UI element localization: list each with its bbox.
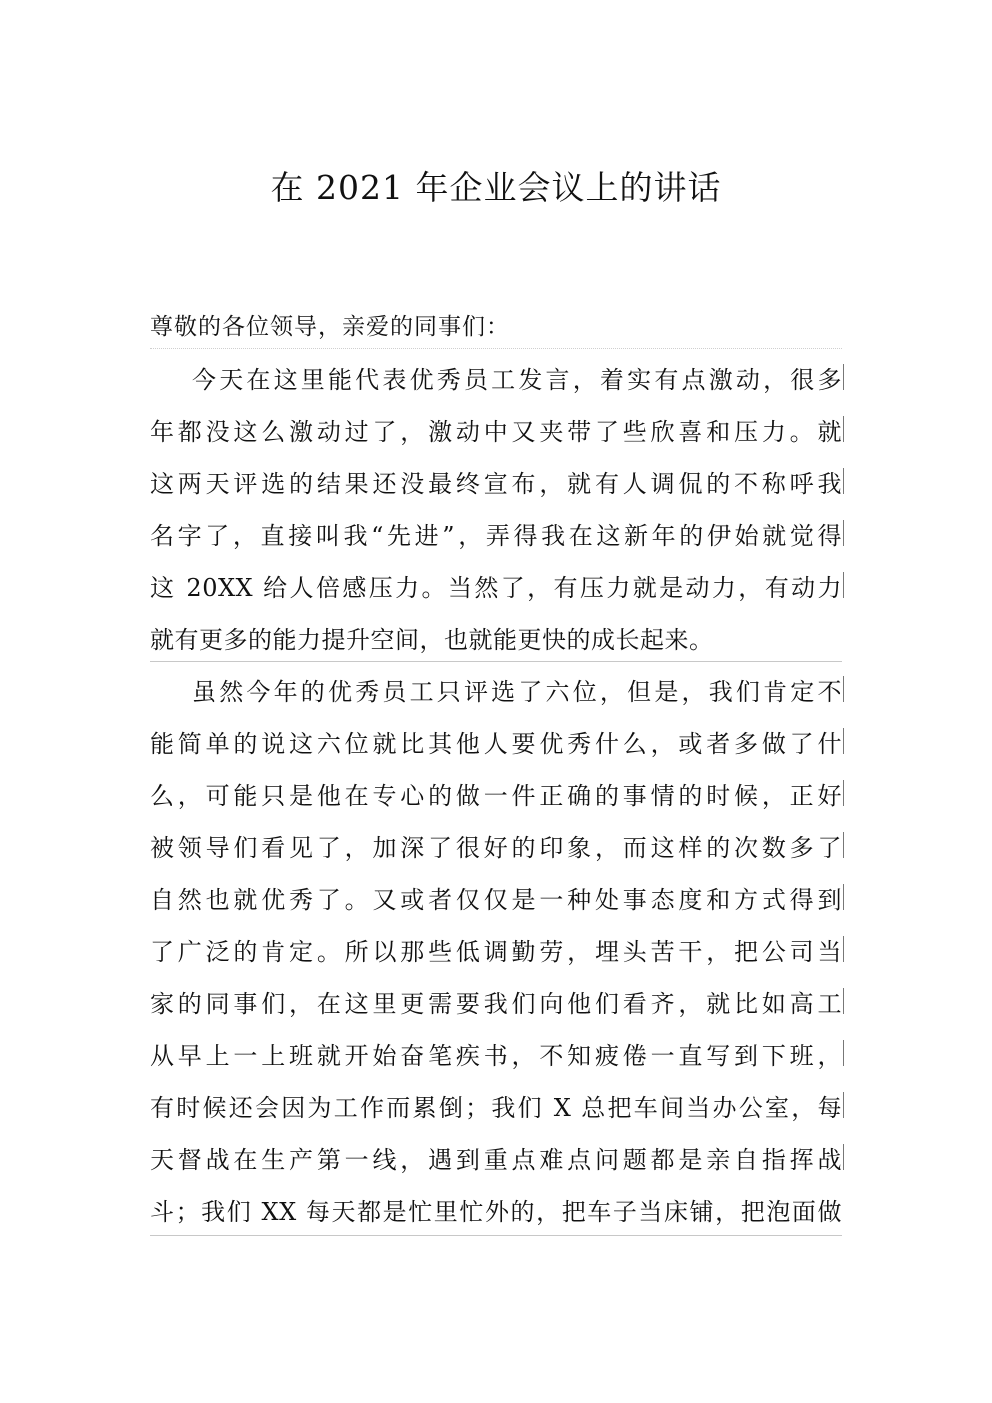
margin-mark (843, 520, 844, 546)
margin-mark (843, 884, 844, 910)
margin-mark (843, 728, 844, 754)
paragraph-line: 虽然今年的优秀员工只评选了六位，但是，我们肯定不 (192, 678, 842, 706)
paragraph-line: 自然也就优秀了。又或者仅仅是一种处事态度和方式得到 (150, 886, 842, 914)
paragraph-1 (150, 354, 842, 666)
margin-mark (843, 1144, 844, 1170)
paragraph-line: 从早上一上班就开始奋笔疾书，不知疲倦一直写到下班， (150, 1042, 842, 1070)
salutation: 尊敬的各位领导，亲爱的同事们： (150, 314, 510, 340)
margin-mark (843, 1040, 844, 1066)
paragraph-line: 这两天评选的结果还没最终宣布，就有人调侃的不称呼我 (150, 470, 842, 498)
margin-mark (843, 832, 844, 858)
paragraph-line: 就有更多的能力提升空间，也就能更快的成长起来。 (150, 626, 714, 654)
paragraph-line: 斗；我们 XX 每天都是忙里忙外的，把车子当床铺，把泡面做 (150, 1198, 842, 1226)
paragraph-line: 这 20XX 给人倍感压力。当然了，有压力就是动力，有动力 (150, 574, 842, 602)
divider-line (150, 661, 842, 662)
margin-mark (843, 572, 844, 598)
paragraph-line: 有时候还会因为工作而累倒；我们 X 总把车间当办公室，每 (150, 1094, 842, 1122)
margin-mark (843, 468, 844, 494)
margin-mark (843, 676, 844, 702)
paragraph-line: 年都没这么激动过了，激动中又夹带了些欣喜和压力。就 (150, 418, 842, 446)
margin-mark (843, 416, 844, 442)
margin-mark (843, 936, 844, 962)
divider-line (150, 1235, 842, 1236)
paragraph-line: 能简单的说这六位就比其他人要优秀什么，或者多做了什 (150, 730, 842, 758)
margin-mark (843, 1092, 844, 1118)
margin-mark (843, 364, 844, 390)
margin-mark (843, 988, 844, 1014)
dotted-divider (150, 348, 842, 349)
margin-mark (843, 780, 844, 806)
paragraph-line: 天督战在生产第一线，遇到重点难点问题都是亲自指挥战 (150, 1146, 842, 1174)
paragraph-line: 名字了，直接叫我“先进”，弄得我在这新年的伊始就觉得 (150, 522, 842, 550)
paragraph-2 (150, 666, 842, 1238)
paragraph-line: 家的同事们，在这里更需要我们向他们看齐，就比如高工 (150, 990, 842, 1018)
paragraph-line: 今天在这里能代表优秀员工发言，着实有点激动，很多 (192, 366, 842, 394)
paragraph-line: 么，可能只是他在专心的做一件正确的事情的时候，正好 (150, 782, 842, 810)
paragraph-line: 了广泛的肯定。所以那些低调勤劳，埋头苦干，把公司当 (150, 938, 842, 966)
paragraph-line: 被领导们看见了，加深了很好的印象，而这样的次数多了 (150, 834, 842, 862)
document-title: 在 2021 年企业会议上的讲话 (270, 168, 722, 207)
